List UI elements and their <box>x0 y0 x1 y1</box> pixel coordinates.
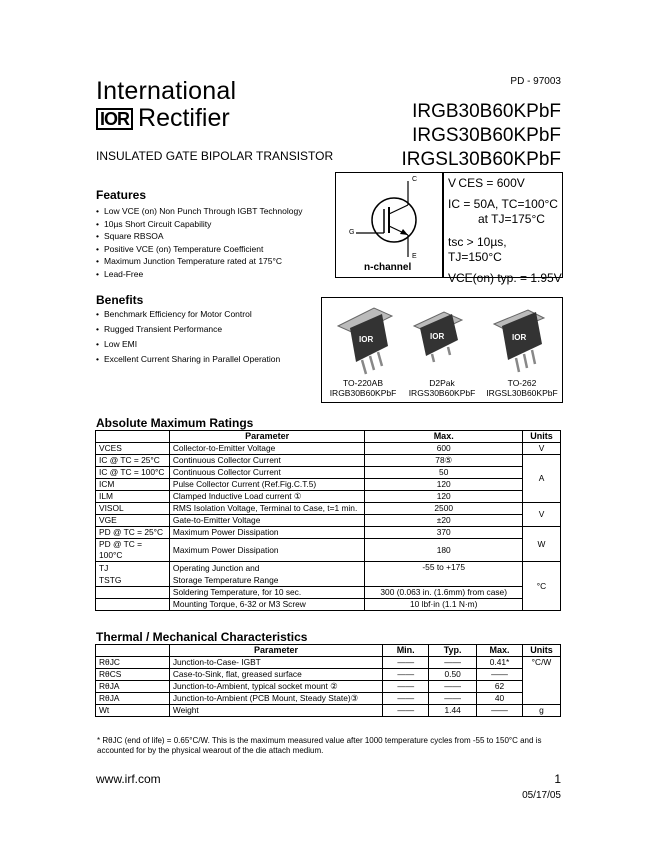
logo-international: International <box>96 77 237 105</box>
package-caption <box>482 378 562 398</box>
symbol-cell: RθJA <box>96 693 170 705</box>
thermal-table <box>95 644 561 717</box>
thermal-heading: Thermal / Mechanical Characteristics <box>96 630 308 644</box>
symbol-cell: VISOL <box>96 503 170 515</box>
unit-cell: V <box>523 443 561 455</box>
symbol-cell: RθCS <box>96 669 170 681</box>
param-line: Storage Temperature Range <box>172 575 279 585</box>
features-list <box>96 205 336 280</box>
max-cell: 300 (0.063 in. (1.6mm) from case) <box>365 587 523 599</box>
abs-max-heading: Absolute Maximum Ratings <box>96 416 254 430</box>
table-row <box>96 443 561 455</box>
features-heading: Features <box>96 188 147 202</box>
table-row <box>96 491 561 503</box>
symbol-cell: VGE <box>96 515 170 527</box>
gate-label: G <box>349 229 355 236</box>
list-item: • Low EMI <box>96 337 316 352</box>
max-cell: 50 <box>365 467 523 479</box>
logo-rectifier-text: Rectifier <box>138 104 230 132</box>
table-header: Max. <box>365 431 523 443</box>
list-item: • Low VCE (on) Non Punch Through IGBT Technology <box>96 205 336 218</box>
max-cell: 120 <box>365 491 523 503</box>
min-cell: —— <box>383 705 429 717</box>
table-header: Units <box>522 645 560 657</box>
symbol-cell <box>96 599 170 611</box>
table-row <box>96 503 561 515</box>
param-cell: Soldering Temperature, for 10 sec. <box>169 587 365 599</box>
list-item: • 10µs Short Circuit Capability <box>96 218 336 231</box>
typ-cell: —— <box>429 657 477 669</box>
key-specs-box <box>443 172 563 285</box>
symbol-cell <box>96 562 170 587</box>
page-number: 1 <box>554 772 561 786</box>
table-row <box>96 669 561 681</box>
package-box <box>321 297 563 403</box>
list-item: • Maximum Junction Temperature rated at 175°C <box>96 255 336 268</box>
param-cell: Case-to-Sink, flat, greased surface <box>169 669 382 681</box>
table-header: Typ. <box>429 645 477 657</box>
table-header: Parameter <box>169 431 365 443</box>
to262-package-icon <box>486 304 556 376</box>
symbol-cell: IC @ TC = 100°C <box>96 467 170 479</box>
table-header <box>96 645 170 657</box>
ior-logo-mark: IOR <box>96 108 133 130</box>
list-item: • Square RBSOA <box>96 230 336 243</box>
table-row <box>96 693 561 705</box>
max-cell: 120 <box>365 479 523 491</box>
benefits-list <box>96 307 316 367</box>
list-item: • Rugged Transient Performance <box>96 322 316 337</box>
table-row <box>96 599 561 611</box>
package-part: IRGS30B60KPbF <box>408 388 476 398</box>
max-cell: 370 <box>365 527 523 539</box>
table-header-row <box>96 645 561 657</box>
table-row <box>96 467 561 479</box>
param-cell: Mounting Torque, 6-32 or M3 Screw <box>169 599 365 611</box>
logo-rectifier <box>96 104 230 133</box>
symbol-cell <box>96 587 170 599</box>
param-cell: Maximum Power Dissipation <box>169 527 365 539</box>
revision-date: 05/17/05 <box>522 790 561 801</box>
symbol-cell: PD @ TC = 100°C <box>96 539 170 562</box>
unit-cell: °C/W <box>522 657 560 705</box>
param-line: Operating Junction and <box>172 563 260 573</box>
max-cell: -55 to +175 <box>365 562 523 587</box>
min-cell: —— <box>383 669 429 681</box>
table-row <box>96 705 561 717</box>
symbol-cell: Wt <box>96 705 170 717</box>
max-cell: 62 <box>477 681 523 693</box>
table-row <box>96 527 561 539</box>
package-caption <box>402 378 482 398</box>
d2pak-package-icon <box>408 306 468 366</box>
spec-ic: IC = 50A, TC=100°C <box>448 197 558 211</box>
package-part: IRGSL30B60KPbF <box>486 388 558 398</box>
param-cell: Collector-to-Emitter Voltage <box>169 443 365 455</box>
spec-vce-on: VCE(on) typ. = 1.95V <box>448 271 562 285</box>
min-cell: —— <box>383 681 429 693</box>
spec-tsc: tsc > 10µs, TJ=150°C <box>448 235 507 264</box>
min-cell: —— <box>383 693 429 705</box>
max-cell: 78⑤ <box>365 455 523 467</box>
param-cell <box>169 562 365 587</box>
to220-package-icon <box>330 304 400 376</box>
table-header <box>96 431 170 443</box>
param-cell: Continuous Collector Current <box>169 467 365 479</box>
list-item: • Lead-Free <box>96 268 336 281</box>
param-cell: Clamped Inductive Load current ① <box>169 491 365 503</box>
table-row <box>96 515 561 527</box>
igbt-symbol-box <box>335 172 443 278</box>
typ-cell: 1.44 <box>429 705 477 717</box>
pd-number: PD - 97003 <box>510 76 561 87</box>
symbol-cell: ILM <box>96 491 170 503</box>
max-cell: —— <box>477 705 523 717</box>
table-row <box>96 681 561 693</box>
list-item: • Positive VCE (on) Temperature Coefficient <box>96 243 336 256</box>
typ-cell: 0.50 <box>429 669 477 681</box>
typ-cell: —— <box>429 681 477 693</box>
symbol-tstg: TSTG <box>99 575 122 585</box>
param-cell: Junction-to-Ambient (PCB Mount, Steady State)③ <box>169 693 382 705</box>
unit-cell: V <box>523 503 561 527</box>
table-row <box>96 539 561 562</box>
part-number: IRGS30B60KPbF <box>412 125 561 146</box>
max-cell: 40 <box>477 693 523 705</box>
unit-cell: °C <box>523 562 561 611</box>
table-header: Parameter <box>169 645 382 657</box>
package-name: TO-262 <box>507 378 537 388</box>
svg-text:IOR: IOR <box>512 333 527 342</box>
table-row <box>96 479 561 491</box>
min-cell: —— <box>383 657 429 669</box>
igbt-symbol-icon <box>336 173 442 261</box>
param-cell: Pulse Collector Current (Ref.Fig.C.T.5) <box>169 479 365 491</box>
unit-cell: A <box>523 455 561 503</box>
unit-cell: g <box>522 705 560 717</box>
collector-label: C <box>412 176 418 183</box>
package-name: TO-220AB <box>342 378 383 388</box>
table-header-row <box>96 431 561 443</box>
svg-text:IOR: IOR <box>430 332 445 341</box>
max-cell: 0.41* <box>477 657 523 669</box>
max-cell: 180 <box>365 539 523 562</box>
max-cell: 2500 <box>365 503 523 515</box>
symbol-cell: ICM <box>96 479 170 491</box>
abs-max-table <box>95 430 561 611</box>
table-row <box>96 562 561 587</box>
param-cell: Junction-to-Ambient, typical socket mount ② <box>169 681 382 693</box>
website-link[interactable]: www.irf.com <box>96 772 161 786</box>
spec-tj: at TJ=175°C <box>478 212 545 226</box>
symbol-cell: RθJA <box>96 681 170 693</box>
param-cell: Gate-to-Emitter Voltage <box>169 515 365 527</box>
channel-label: n-channel <box>364 262 412 273</box>
table-header: Min. <box>383 645 429 657</box>
symbol-tj: TJ <box>99 563 109 573</box>
svg-text:IOR: IOR <box>359 335 374 344</box>
spec-vces: V CES = 600V <box>448 176 525 190</box>
param-cell: Maximum Power Dissipation <box>169 539 365 562</box>
symbol-cell: IC @ TC = 25°C <box>96 455 170 467</box>
table-header: Max. <box>477 645 523 657</box>
unit-cell: W <box>523 527 561 562</box>
part-number: IRGB30B60KPbF <box>412 101 561 122</box>
package-name: D2Pak <box>429 378 455 388</box>
table-header: Units <box>523 431 561 443</box>
max-cell: 600 <box>365 443 523 455</box>
table-row <box>96 455 561 467</box>
benefits-heading: Benefits <box>96 293 144 307</box>
list-item: • Benchmark Efficiency for Motor Control <box>96 307 316 322</box>
param-cell: RMS Isolation Voltage, Terminal to Case, t=1 min. <box>169 503 365 515</box>
package-caption <box>324 378 402 398</box>
param-cell: Weight <box>169 705 382 717</box>
footnote: * RθJC (end of life) = 0.65°C/W. This is the maximum measured value after 1000 temperature cycles from -55 to 150°C and is accounted for by the physical wearout of the die attach medium. <box>97 736 542 755</box>
part-number: IRGSL30B60KPbF <box>401 149 561 170</box>
package-part: IRGB30B60KPbF <box>329 388 397 398</box>
max-cell: ±20 <box>365 515 523 527</box>
max-cell: —— <box>477 669 523 681</box>
list-item: • Excellent Current Sharing in Parallel Operation <box>96 352 316 367</box>
table-row <box>96 657 561 669</box>
symbol-cell: VCES <box>96 443 170 455</box>
symbol-cell: PD @ TC = 25°C <box>96 527 170 539</box>
symbol-cell: RθJC <box>96 657 170 669</box>
max-cell: 10 lbf·in (1.1 N·m) <box>365 599 523 611</box>
table-row <box>96 587 561 599</box>
device-type-subtitle: INSULATED GATE BIPOLAR TRANSISTOR <box>96 149 334 163</box>
typ-cell: —— <box>429 693 477 705</box>
param-cell: Continuous Collector Current <box>169 455 365 467</box>
param-cell: Junction-to-Case- IGBT <box>169 657 382 669</box>
emitter-label: E <box>412 253 417 260</box>
part-numbers <box>402 100 561 172</box>
